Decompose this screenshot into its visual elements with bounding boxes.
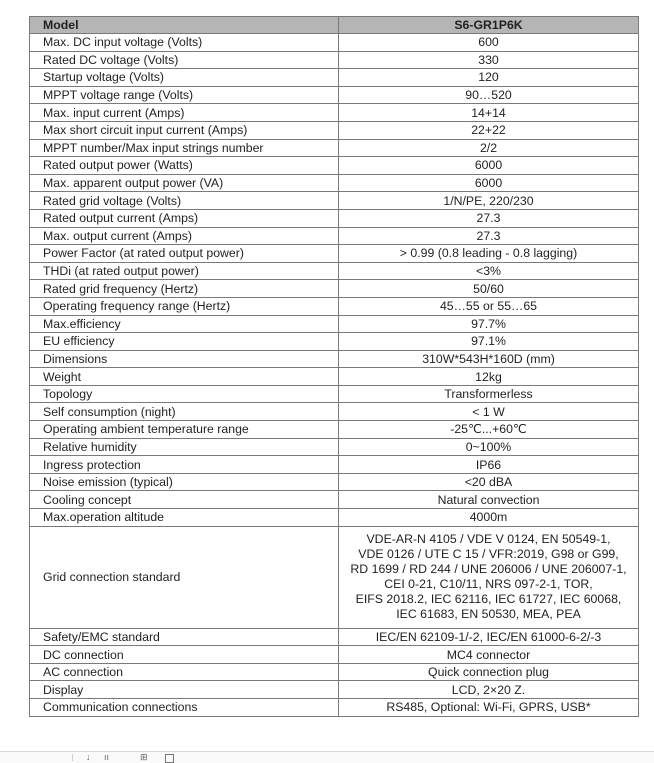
table-row — [30, 509, 639, 527]
row-label: Rated DC voltage (Volts) — [30, 51, 339, 69]
grid-standard-line: EIFS 2018.2, IEC 62116, IEC 61727, IEC 60068, — [355, 592, 622, 607]
table-row — [30, 491, 639, 509]
row-value: MC4 connector — [339, 646, 639, 664]
row-value: 310W*543H*160D (mm) — [339, 350, 639, 368]
row-label: Ingress protection — [30, 456, 339, 474]
row-value: 600 — [339, 34, 639, 52]
row-label: Cooling concept — [30, 491, 339, 509]
row-label: THDi (at rated output power) — [30, 262, 339, 280]
row-label: MPPT voltage range (Volts) — [30, 86, 339, 104]
row-label: Communication connections — [30, 699, 339, 717]
grid-standard-line: VDE-AR-N 4105 / VDE V 0124, EN 50549-1, — [366, 532, 611, 547]
table-row — [30, 262, 639, 280]
table-row — [30, 245, 639, 263]
grid-standard-line: IEC 61683, EN 50530, MEA, PEA — [396, 607, 581, 622]
bottom-toolbar — [0, 751, 654, 763]
table-row — [30, 333, 639, 351]
table-row — [30, 681, 639, 699]
table-row — [30, 227, 639, 245]
row-label: Max.operation altitude — [30, 509, 339, 527]
toolbar-field[interactable] — [0, 754, 73, 761]
table-row — [30, 34, 639, 52]
row-value: <3% — [339, 262, 639, 280]
row-label: Max short circuit input current (Amps) — [30, 121, 339, 139]
row-value: 4000m — [339, 509, 639, 527]
row-value: 6000 — [339, 157, 639, 175]
row-label: Rated output power (Watts) — [30, 157, 339, 175]
grid-standard-value — [339, 526, 639, 628]
row-label: Max. output current (Amps) — [30, 227, 339, 245]
layout-icon[interactable]: ⊞ — [140, 752, 148, 762]
arrow-icon[interactable]: ↓ — [86, 752, 91, 762]
table-row — [30, 315, 639, 333]
row-value: 97.7% — [339, 315, 639, 333]
pipe-icon: ıı — [104, 752, 110, 762]
row-label: Max.efficiency — [30, 315, 339, 333]
table-row — [30, 438, 639, 456]
table-header-row — [30, 17, 639, 34]
row-value: Quick connection plug — [339, 663, 639, 681]
row-value: RS485, Optional: Wi-Fi, GPRS, USB* — [339, 699, 639, 717]
row-label: Max. input current (Amps) — [30, 104, 339, 122]
row-label: Operating frequency range (Hertz) — [30, 297, 339, 315]
row-value: 12kg — [339, 368, 639, 386]
row-value: <20 dBA — [339, 473, 639, 491]
table-row — [30, 628, 639, 646]
row-value: > 0.99 (0.8 leading - 0.8 lagging) — [339, 245, 639, 263]
row-value: 27.3 — [339, 209, 639, 227]
row-label: Rated grid voltage (Volts) — [30, 192, 339, 210]
table-row-grid-standard — [30, 526, 639, 628]
table-body — [30, 34, 639, 717]
row-label: Self consumption (night) — [30, 403, 339, 421]
table-row — [30, 663, 639, 681]
table-row — [30, 473, 639, 491]
table-row — [30, 699, 639, 717]
grid-standard-line: CEI 0-21, C10/11, NRS 097-2-1, TOR, — [384, 577, 593, 592]
row-value: LCD, 2×20 Z. — [339, 681, 639, 699]
table-row — [30, 403, 639, 421]
row-label: AC connection — [30, 663, 339, 681]
row-value: 14+14 — [339, 104, 639, 122]
table-row — [30, 51, 639, 69]
row-label: Operating ambient temperature range — [30, 421, 339, 439]
row-value: 6000 — [339, 174, 639, 192]
row-label: Weight — [30, 368, 339, 386]
row-value: 120 — [339, 69, 639, 87]
table-row — [30, 192, 639, 210]
table-row — [30, 157, 639, 175]
header-model: S6-GR1P6K — [339, 17, 639, 34]
table-row — [30, 280, 639, 298]
row-value: IP66 — [339, 456, 639, 474]
header-label: Model — [30, 17, 339, 34]
table-row — [30, 104, 639, 122]
grid-standard-line: RD 1699 / RD 244 / UNE 206006 / UNE 206007-1, — [350, 562, 627, 577]
row-value: 45…55 or 55…65 — [339, 297, 639, 315]
row-label: Rated output current (Amps) — [30, 209, 339, 227]
row-value: 97.1% — [339, 333, 639, 351]
row-label: Rated grid frequency (Hertz) — [30, 280, 339, 298]
row-value: IEC/EN 62109-1/-2, IEC/EN 61000-6-2/-3 — [339, 628, 639, 646]
table-row — [30, 385, 639, 403]
row-label: Safety/EMC standard — [30, 628, 339, 646]
row-label: Startup voltage (Volts) — [30, 69, 339, 87]
row-value: < 1 W — [339, 403, 639, 421]
row-value: 1/N/PE, 220/230 — [339, 192, 639, 210]
row-label: Noise emission (typical) — [30, 473, 339, 491]
row-value: 50/60 — [339, 280, 639, 298]
row-label: Max. DC input voltage (Volts) — [30, 34, 339, 52]
table-row — [30, 209, 639, 227]
row-value: -25℃...+60℃ — [339, 421, 639, 439]
row-label: Relative humidity — [30, 438, 339, 456]
table-row — [30, 174, 639, 192]
row-value: 330 — [339, 51, 639, 69]
row-label: Topology — [30, 385, 339, 403]
table-row — [30, 69, 639, 87]
spec-table — [29, 16, 639, 717]
table-row — [30, 456, 639, 474]
row-label: MPPT number/Max input strings number — [30, 139, 339, 157]
table-row — [30, 121, 639, 139]
grid-standard-line: VDE 0126 / UTE C 15 / VFR:2019, G98 or G99, — [358, 547, 619, 562]
row-label: Display — [30, 681, 339, 699]
table-row — [30, 350, 639, 368]
table-row — [30, 297, 639, 315]
row-label: Grid connection standard — [30, 526, 339, 628]
row-value: Natural convection — [339, 491, 639, 509]
row-value: 0~100% — [339, 438, 639, 456]
row-label: Dimensions — [30, 350, 339, 368]
table-row — [30, 646, 639, 664]
row-value: 2/2 — [339, 139, 639, 157]
row-label: Power Factor (at rated output power) — [30, 245, 339, 263]
table-row — [30, 86, 639, 104]
table-row — [30, 368, 639, 386]
row-value: 90…520 — [339, 86, 639, 104]
row-value: Transformerless — [339, 385, 639, 403]
row-label: DC connection — [30, 646, 339, 664]
table-row — [30, 139, 639, 157]
row-value: 22+22 — [339, 121, 639, 139]
row-value: 27.3 — [339, 227, 639, 245]
row-label: Max. apparent output power (VA) — [30, 174, 339, 192]
table-row — [30, 421, 639, 439]
row-label: EU efficiency — [30, 333, 339, 351]
